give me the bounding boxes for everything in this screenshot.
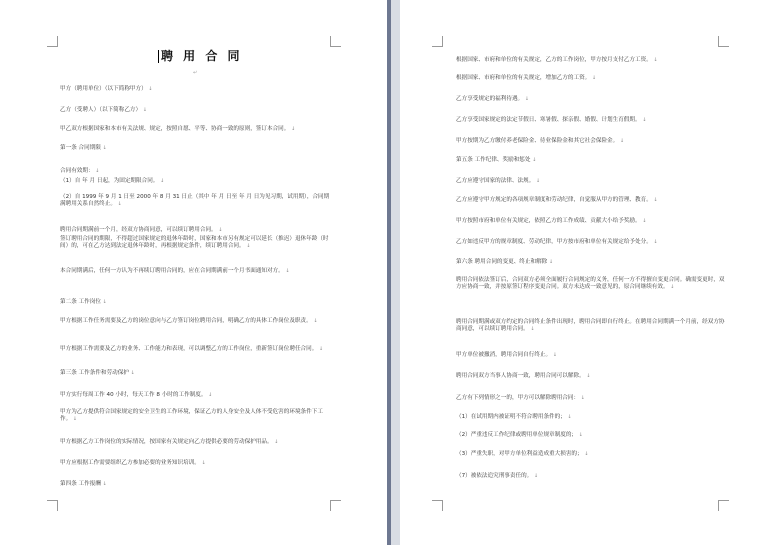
line-text: （3）严重失职，对甲方单位利益造成重大损害的； (456, 451, 583, 457)
crop-mark-bottom-left (432, 500, 443, 511)
left-line (60, 439, 278, 446)
paragraph-mark: ↓ (100, 145, 107, 151)
right-line (456, 117, 646, 124)
paragraph-mark: ↓ (551, 352, 557, 358)
paragraph-mark: ↓ (530, 157, 537, 163)
line-text: 乙方有下列情形之一的，甲方可以解除聘用合同： (456, 395, 580, 401)
left-line (60, 227, 222, 234)
line-text: 第六条 聘用合同的变更、终止和解除 (456, 259, 548, 265)
document-page-1 (0, 0, 387, 545)
line-text: 甲方（聘用单位）（以下简称甲方） (60, 86, 147, 92)
line-text: 第一条 合同期限 (60, 145, 101, 151)
left-line (60, 86, 152, 93)
line-text: （2）自 1999 年 9 月 1 日至 2000 年 8 月 31 日止（其中 年 月 日至 年 月 日为见习期，试用期），合同期满聘用关系自然终止。 (60, 194, 330, 207)
right-line (456, 96, 529, 103)
right-line (456, 178, 540, 185)
line-text: 合同有效期： (60, 168, 94, 174)
paragraph-mark: ↓ (115, 201, 122, 207)
right-line (456, 75, 596, 82)
line-text: 聘用合同期满或双方约定的合同终止条件出现时，聘用合同即自行终止。在聘用合同期满一个月前，经双方协商同意，可以续订聘用合同。 (456, 319, 725, 332)
line-text: 甲方按照市府和单位有关规定，依照乙方的工作成绩、贡献大小给予奖励。 (456, 218, 641, 224)
right-line (456, 473, 538, 480)
left-line (60, 392, 212, 399)
line-text: 甲方应根据工作需要组织乙方参加必要的业务知识培训。 (60, 460, 200, 466)
line-text: （1）在试用期内被证明不符合聘用条件的； (456, 414, 566, 420)
right-line (456, 277, 728, 291)
paragraph-mark: ↓ (618, 138, 625, 144)
right-line (456, 259, 553, 266)
left-line (60, 370, 135, 377)
paragraph-mark: ↓ (579, 395, 585, 401)
right-line (456, 414, 572, 421)
right-line (456, 395, 585, 402)
paragraph-mark: ↓ (100, 481, 107, 487)
line-text: 根据国家、市府和单位的有关规定，增加乙方的工资。 (456, 75, 591, 81)
title-text: 聘 用 合 同 (161, 49, 243, 63)
text-cursor (158, 50, 159, 63)
line-text: 乙方享受规定的福利待遇。 (456, 96, 524, 102)
line-text: （1）自 年 月 日起，为固定期限合同。 (60, 178, 159, 184)
line-text: 甲方根据工作任务需要及乙方的岗位意向与乙方签订岗位聘用合同，明确乙方的具体工作岗位及职责。 (60, 318, 312, 324)
contract-title (158, 47, 243, 64)
line-text: 本合同期满后，任何一方认为不再续订聘用合同的，应在合同期满前一个月书面通知对方。 (60, 268, 284, 274)
paragraph-mark: ↓ (71, 416, 77, 422)
left-line (60, 318, 332, 325)
paragraph-mark: ↓ (244, 243, 251, 249)
paragraph-mark: ↓ (640, 117, 647, 123)
paragraph-mark: ↓ (146, 86, 153, 92)
right-line (456, 138, 624, 145)
paragraph-mark: ↓ (100, 299, 107, 305)
crop-mark-bottom-left (47, 500, 58, 511)
paragraph-mark: ↓ (158, 178, 165, 184)
right-line (456, 197, 658, 204)
line-text: 乙方应遵守国家的法律、法规。 (456, 178, 535, 184)
paragraph-mark: ↓ (577, 432, 583, 438)
line-text: 乙方如违反甲方的规章制度、劳动纪律，甲方按市府和单位有关规定给予处分。 (456, 239, 652, 245)
paragraph-mark: ↓ (668, 284, 675, 290)
paragraph-mark: ↵ (193, 70, 198, 76)
paragraph-mark: ↓ (523, 96, 529, 102)
line-text: 聘用合同期满前一个月，经双方协商同意，可以续订聘用合同。 (60, 227, 217, 233)
right-line (456, 239, 658, 246)
right-line (456, 352, 557, 359)
line-text: （2）严重违反工作纪律或聘用单位规章制度的； (456, 432, 578, 438)
left-line (60, 107, 147, 114)
crop-mark-top-right (330, 36, 341, 47)
paragraph-mark: ↓ (584, 373, 591, 379)
paragraph-mark: ↓ (199, 460, 206, 466)
line-text: 聘用合同双方当事人协商一致，聘用合同可以解除。 (456, 373, 585, 379)
paragraph-mark: ↓ (141, 107, 147, 113)
paragraph-mark: ↓ (216, 227, 223, 233)
paragraph-mark: ↓ (565, 414, 572, 420)
paragraph-mark: ↓ (532, 473, 539, 479)
crop-mark-bottom-right (718, 500, 729, 511)
paragraph-mark: ↓ (206, 392, 213, 398)
line-text: 甲方为乙方提供符合国家规定的安全卫生的工作环境，保证乙方的人身安全及人体不受危害的环境条件下工作。 (60, 409, 323, 422)
line-text: 乙方（受聘人）（以下简称乙方） (60, 107, 142, 113)
paragraph-mark: ↓ (317, 346, 324, 352)
paragraph-mark: ↓ (534, 178, 541, 184)
right-line (456, 451, 588, 458)
right-line (456, 432, 583, 439)
paragraph-mark: ↓ (283, 268, 290, 274)
left-line (60, 145, 107, 152)
line-text: 甲乙双方根据国家和本市有关法规、规定，按照自愿、平等、协商一致的原则，签订本合同。 (60, 126, 290, 132)
paragraph-mark: ↓ (590, 75, 597, 81)
line-text: 第五条 工作纪律、奖励和惩处 (456, 157, 531, 163)
line-text: 甲方按期为乙方缴付养老保险金、待业保险金和其它社会保险金。 (456, 138, 619, 144)
left-line (60, 194, 332, 208)
line-text: 第二条 工作岗位 (60, 299, 101, 305)
crop-mark-top-left (432, 36, 443, 47)
line-text: 聘用合同依法签订后，合同双方必须全面履行合同规定的义务，任何一方不得擅自变更合同。确需变更时，双方应协商一致，并按原签订程序变更合同。双方未达成一致意见的，原合同继续有效。 (456, 277, 725, 290)
page-gap (387, 0, 400, 545)
right-line (456, 157, 536, 164)
left-line (60, 126, 295, 133)
line-text: 乙方享受国家规定的法定节假日、寒暑假、探亲假、婚假、计划生育假期。 (456, 117, 641, 123)
line-text: 根据国家、市府和单位的有关规定，乙方的工作岗位，甲方按月支付乙方工资。 (456, 57, 652, 63)
paragraph-mark: ↓ (547, 259, 554, 265)
paragraph-mark: ↓ (640, 218, 647, 224)
paragraph-mark: ↓ (128, 370, 135, 376)
left-line (60, 168, 99, 175)
left-line (60, 268, 290, 275)
line-text: 甲方根据工作需要及乙方的业务、工作能力和表现，可以调整乙方的工作岗位，重新签订岗位聘任合同。 (60, 346, 318, 352)
paragraph-mark: ↓ (289, 126, 296, 132)
line-text: （7）被依法追究刑事责任的。 (456, 473, 533, 479)
right-line (456, 218, 646, 225)
document-page-2 (400, 0, 780, 545)
paragraph-mark: ↓ (651, 197, 658, 203)
left-line (60, 299, 107, 306)
right-line (456, 319, 728, 333)
left-line (60, 409, 332, 423)
right-line (456, 373, 590, 380)
left-line (60, 481, 107, 488)
line-text: 甲方单位被撤消，聘用合同自行终止。 (456, 352, 552, 358)
crop-mark-top-right (718, 36, 729, 47)
left-line (60, 178, 164, 185)
left-line (60, 236, 332, 250)
line-text: 乙方应遵守甲方规定的各项规章制度和劳动纪律，自觉服从甲方的管理、教育。 (456, 197, 652, 203)
paragraph-mark: ↓ (582, 451, 589, 457)
line-text: 甲方根据乙方工作岗位的实际情况，按国家有关规定向乙方提供必要的劳动保护用品。 (60, 439, 273, 445)
crop-mark-bottom-right (330, 500, 341, 511)
line-text: 第四条 工作报酬 (60, 481, 101, 487)
paragraph-mark: ↓ (93, 168, 100, 174)
line-text: 签订聘用合同的期限，不得超过国家规定的退休年龄时，国家和本市另有规定可以延长（推迟）退休年龄（时间）的，可在乙方达到法定退休年龄时，再根据规定条件，续订聘用合同。 (60, 236, 329, 249)
paragraph-mark: ↓ (651, 239, 658, 245)
line-text: 甲方实行每周工作 40 小时，每天工作 8 小时的工作制度。 (60, 392, 207, 398)
left-line (60, 346, 332, 353)
left-line (60, 460, 206, 467)
right-line (456, 57, 658, 64)
paragraph-mark: ↓ (651, 57, 658, 63)
paragraph-mark: ↓ (311, 318, 318, 324)
paragraph-mark: ↓ (272, 439, 279, 445)
paragraph-mark: ↓ (528, 326, 535, 332)
line-text: 第三条 工作条件和劳动保护 (60, 370, 129, 376)
crop-mark-top-left (47, 36, 58, 47)
